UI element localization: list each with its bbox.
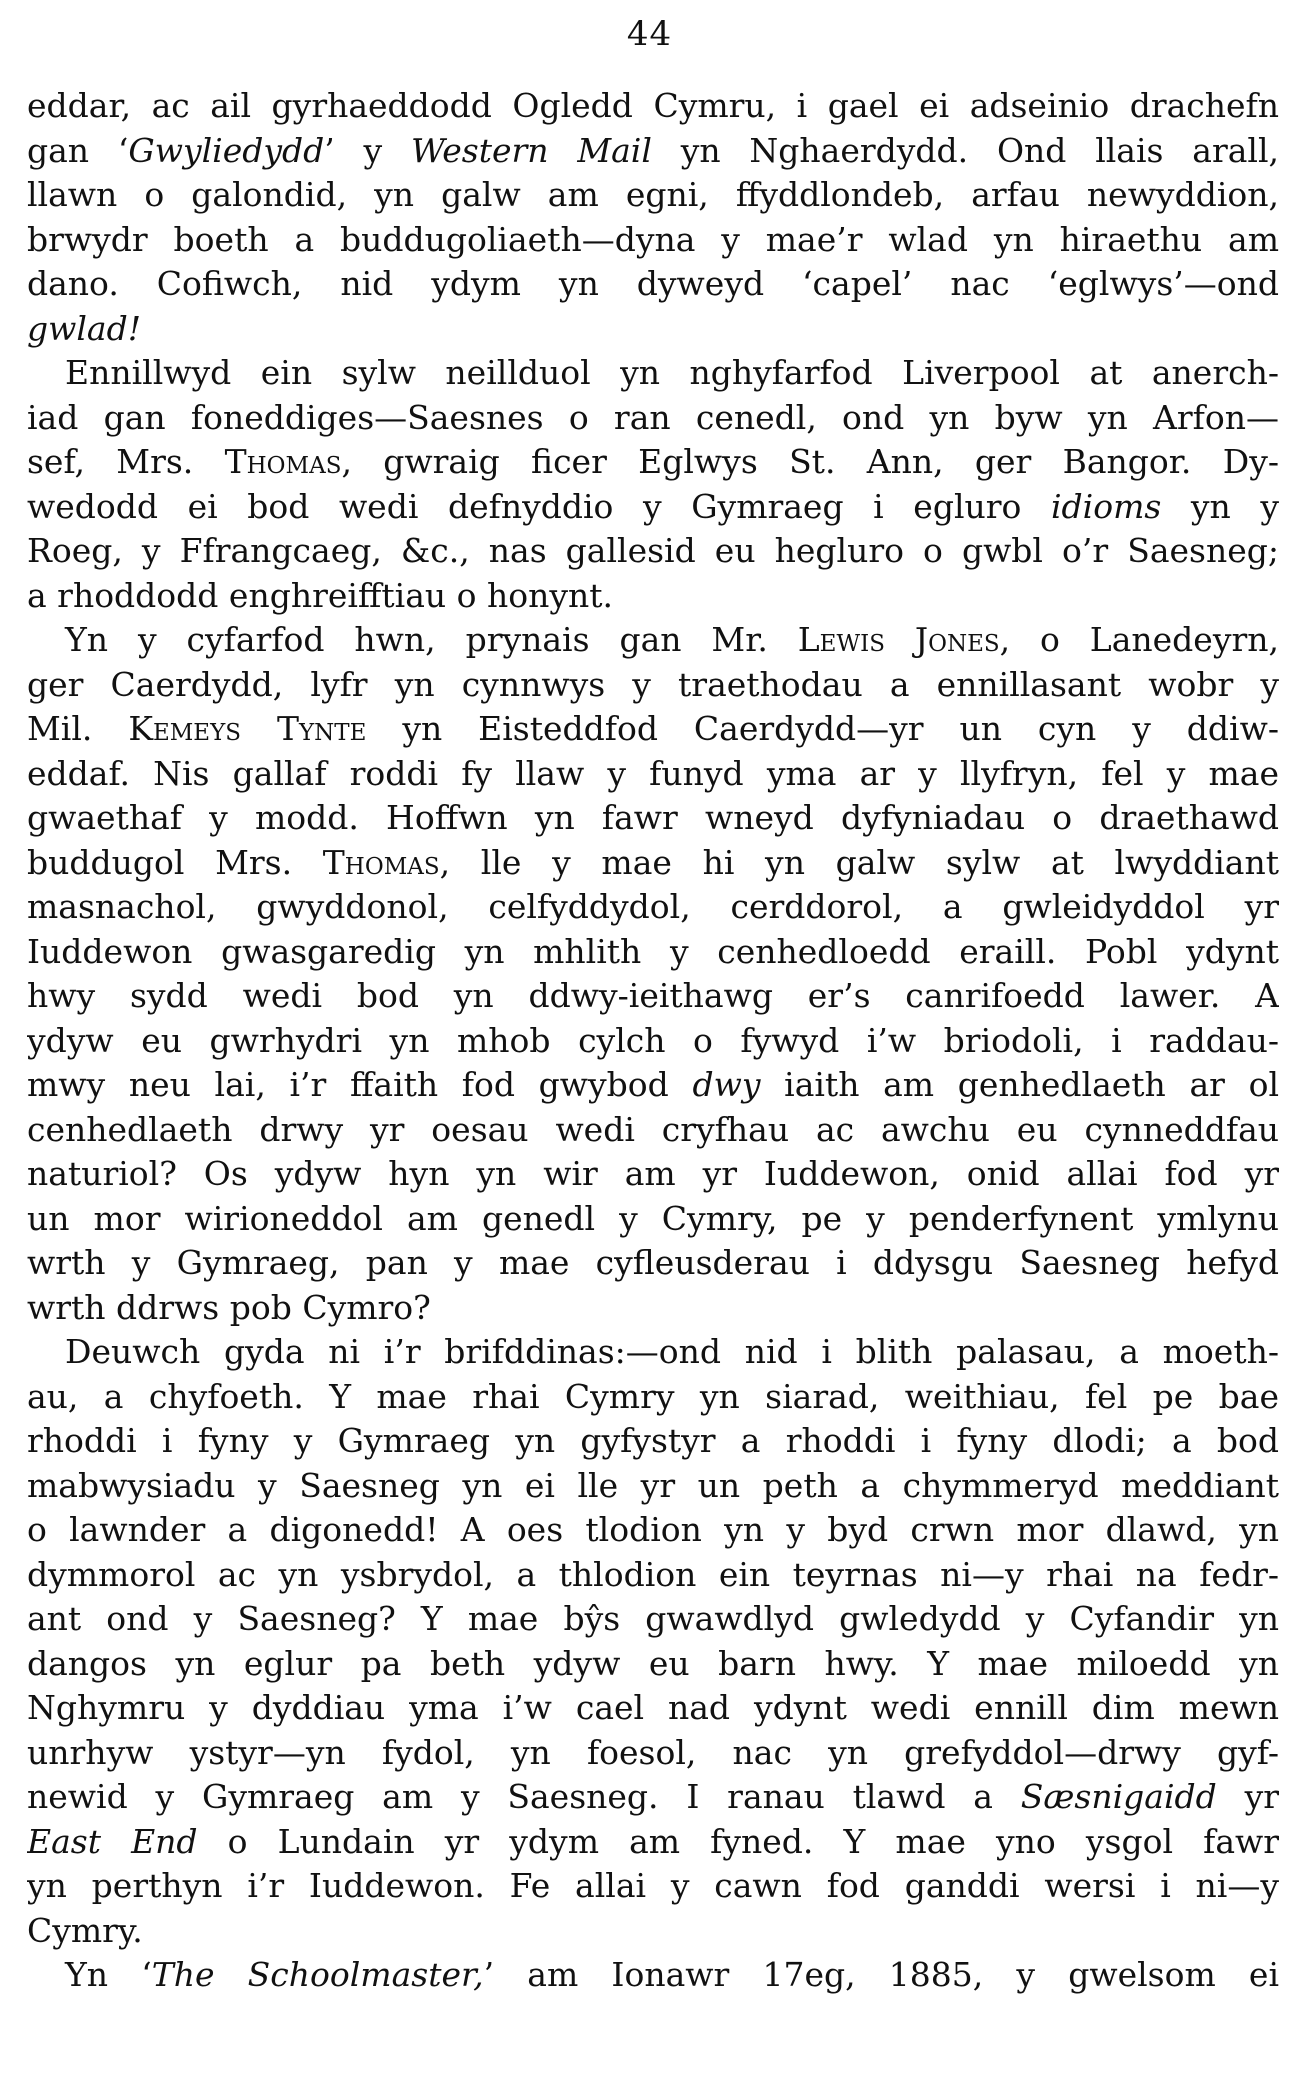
text-line: gwlad! — [27, 308, 141, 348]
text-line: a rhoddodd enghreifftiau o honynt. — [27, 575, 613, 615]
text-line: wedodd ei bod wedi defnyddio y Gymraeg i egluro idioms yn y — [27, 486, 1279, 526]
paragraph-first-line: Ennillwyd ein sylw neillduol yn nghyfarfod Liverpool at anerch- — [65, 353, 1279, 392]
paragraph-first-line: Yn y cyfarfod hwn, prynais gan Mr. Lewis Jones, o Lanedeyrn, — [65, 620, 1279, 659]
text-line: newid y Gymraeg am y Saesneg. I ranau tlawd a Sæsnigaidd yr — [27, 1777, 1279, 1816]
text-line: au, a chyfoeth. Y mae rhai Cymry yn siarad, weithiau, fel pe bae — [27, 1376, 1279, 1416]
text-line: ydyw eu gwrhydri yn mhob cylch o fywyd i’w briodoli, i raddau- — [27, 1020, 1279, 1060]
text-line: unrhyw ystyr—yn fydol, yn foesol, nac yn grefyddol—drwy gyf- — [27, 1732, 1279, 1772]
text-line: East End o Lundain yr ydym am fyned. Y mae yno ysgol fawr — [27, 1821, 1279, 1861]
paragraph-first-line: Deuwch gyda ni i’r brifddinas:—ond nid i blith palasau, a moeth- — [65, 1332, 1279, 1371]
text-line: dymmorol ac yn ysbrydol, a thlodion ein teyrnas ni—y rhai na fedr- — [27, 1554, 1279, 1594]
text-line: rhoddi i fyny y Gymraeg yn gyfystyr a rhoddi i fyny dlodi; a bod — [27, 1421, 1279, 1460]
text-line: wrth ddrws pob Cymro? — [27, 1287, 431, 1327]
body-text — [27, 84, 1279, 1998]
text-line: ger Caerdydd, lyfr yn cynnwys y traethodau a ennillasant wobr y — [27, 664, 1279, 704]
text-line: un mor wirioneddol am genedl y Cymry, pe y penderfynent ymlynu — [27, 1198, 1279, 1238]
text-line: ant ond y Saesneg? Y mae bŷs gwawdlyd gwledydd y Cyfandir yn — [27, 1599, 1279, 1638]
text-line: buddugol Mrs. Thomas, lle y mae hi yn galw sylw at lwyddiant — [27, 842, 1279, 882]
text-line: iad gan foneddiges—Saesnes o ran cenedl, ond yn byw yn Arfon— — [27, 397, 1279, 437]
text-line: gwaethaf y modd. Hoffwn yn fawr wneyd dyfyniadau o draethawd — [27, 798, 1279, 837]
paragraph-first-line: Yn ‘The Schoolmaster,’ am Ionawr 17eg, 1885, y gwelsom ei — [65, 1955, 1279, 1994]
text-line: Roeg, y Ffrangcaeg, &c., nas gallesid eu hegluro o gwbl o’r Saesneg; — [27, 531, 1279, 570]
text-line: cenhedlaeth drwy yr oesau wedi cryfhau ac awchu eu cynneddfau — [27, 1109, 1279, 1149]
text-line: Mil. Kemeys Tynte yn Eisteddfod Caerdydd—yr un cyn y ddiw- — [27, 709, 1279, 748]
text-line: eddaf. Nis gallaf roddi fy llaw y funyd yma ar y llyfryn, fel y mae — [27, 753, 1279, 793]
text-line: naturiol? Os ydyw hyn yn wir am yr Iuddewon, onid allai fod yr — [27, 1154, 1279, 1193]
text-line: Nghymru y dyddiau yma i’w cael nad ydynt wedi ennill dim mewn — [27, 1688, 1279, 1727]
text-line: Cymry. — [27, 1910, 143, 1950]
text-line: hwy sydd wedi bod yn ddwy-ieithawg er’s canrifoedd lawer. A — [27, 976, 1279, 1015]
text-line: o lawnder a digonedd! A oes tlodion yn y byd crwn mor dlawd, yn — [27, 1510, 1279, 1549]
text-line: brwydr boeth a buddugoliaeth—dyna y mae’r wlad yn hiraethu am — [27, 219, 1279, 259]
text-line: Iuddewon gwasgaredig yn mhlith y cenhedloedd eraill. Pobl ydynt — [27, 931, 1279, 971]
text-line: mwy neu lai, i’r ffaith fod gwybod dwy iaith am genhedlaeth ar ol — [27, 1065, 1279, 1104]
text-line: yn perthyn i’r Iuddewon. Fe allai y cawn fod ganddi wersi i ni—y — [27, 1866, 1279, 1905]
text-line: sef, Mrs. Thomas, gwraig ficer Eglwys St. Ann, ger Bangor. Dy- — [27, 442, 1279, 481]
page-number: 44 — [626, 14, 673, 54]
text-line: dano. Cofiwch, nid ydym yn dyweyd ‘capel’ nac ‘eglwys’—ond — [27, 264, 1279, 303]
text-line: mabwysiadu y Saesneg yn ei lle yr un peth a chymmeryd meddiant — [27, 1465, 1279, 1505]
text-line: masnachol, gwyddonol, celfyddydol, cerddorol, a gwleidyddol yr — [27, 887, 1279, 926]
text-line: dangos yn eglur pa beth ydyw eu barn hwy. Y mae miloedd yn — [27, 1643, 1279, 1683]
text-line: eddar, ac ail gyrhaeddodd Ogledd Cymru, i gael ei adseinio drachefn — [27, 86, 1279, 125]
text-line: llawn o galondid, yn galw am egni, ffyddlondeb, arfau newyddion, — [27, 175, 1279, 214]
text-line: gan ‘Gwyliedydd’ y Western Mail yn Nghaerdydd. Ond llais arall, — [27, 130, 1279, 170]
text-line: wrth y Gymraeg, pan y mae cyfleusderau i ddysgu Saesneg hefyd — [27, 1243, 1279, 1282]
